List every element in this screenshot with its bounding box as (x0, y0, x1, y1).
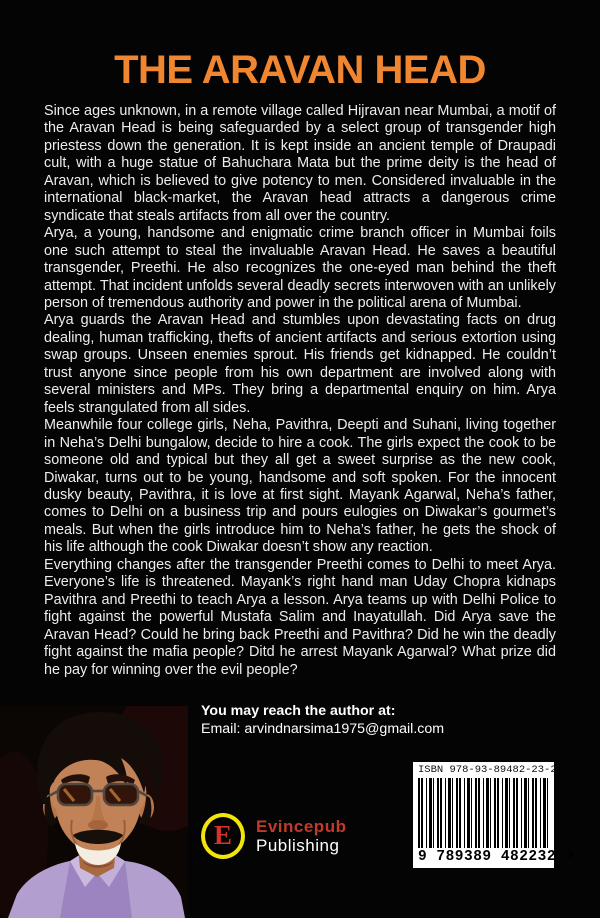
book-blurb (44, 103, 556, 679)
blurb-paragraph: Arya guards the Aravan Head and stumbles upon devastating facts on drug dealing, human trafficking, thefts of ancient artifacts and serious extortion using swap groups. Unseen enemies sprout. His friends get kidnapped. He couldn’t trust anyone since people from his own department are involved along with several ministers and MPs. They bring a departmental enquiry on him. Arya feels strangulated from all sides. (44, 312, 556, 416)
author-photo (0, 706, 188, 918)
author-contact-block (201, 702, 444, 738)
publisher-name: Evincepub (256, 817, 347, 836)
blurb-paragraph: Arya, a young, handsome and enigmatic crime branch officer in Mumbai foils one such attempt to steal the invaluable Aravan Head. He saves a beautiful transgender, Preethi. He also recognizes the one-eyed man behind the theft attempt. That incident unfolds several deadly secrets interwoven with an unlikely person of tremendous authority and power in the political arena of Mumbai. (44, 225, 556, 311)
contact-heading: You may reach the author at: (201, 703, 396, 719)
blurb-paragraph: Since ages unknown, in a remote village called Hijravan near Mumbai, a motif of the Aravan Head is being safeguarded by a select group of transgender high priestess down the generation. It is kept inside an ancient temple of Draupadi cult, with a huge statue of Bahuchara Mata but the prime deity is the head of Aravan, which is believed to give potency to men. Considered invaluable in the international black-market, the Aravan head attracts a dangerous crime syndicate that steals artifacts from all over the country. (44, 103, 556, 224)
isbn-label: ISBN 978-93-89482-23-2 (418, 764, 557, 776)
isbn-barcode (413, 762, 575, 868)
publisher-text (256, 817, 346, 855)
author-email: Email: arvindnarsima1975@gmail.com (201, 721, 445, 737)
book-title: THE ARAVAN HEAD (114, 48, 486, 92)
blurb-paragraph: Meanwhile four college girls, Neha, Pavithra, Deepti and Suhani, living together in Neha’s Delhi bungalow, decide to hire a cook. The girls expect the cook to be someone old and typical but they all get a sweet surprise as the new cook, Diwakar, turns out to be young, handsome and soft spoken. For the innocent dusky beauty, Pavithra, it is love at first sight. Mayank Agarwal, Neha’s father, comes to Delhi on a business trip and pours eulogies on Diwakar’s gourmet’s meals. But when the girls introduce him to Neha’s father, he gets the shock of his life although the cook Diwakar doesn’t show any reaction. (44, 417, 556, 556)
blurb-paragraph: Everything changes after the transgender Preethi comes to Delhi to meet Arya. Everyone’s life is threatened. Mayank’s right hand man Uday Chopra kidnaps Pavithra and Preethi to teach Arya a lesson. Arya teams up with Delhi Police to fight against the powerful Mustafa Salim and Inayatullah. Did Arya save the Aravan Head? Could he bring back Preethi and Pavithra? Did he win the deadly fight against the mafia people? Ditd he arrest Mayank Agarwal? What prize did he pay for winning over the evil people? (44, 556, 556, 678)
publisher-tagline: Publishing (256, 836, 340, 855)
isbn-number-line: 9 789389 482232 > (418, 849, 575, 865)
barcode-bars-icon (418, 778, 549, 848)
publisher-logo-block (201, 813, 346, 859)
publisher-logo-icon: E (201, 813, 245, 859)
